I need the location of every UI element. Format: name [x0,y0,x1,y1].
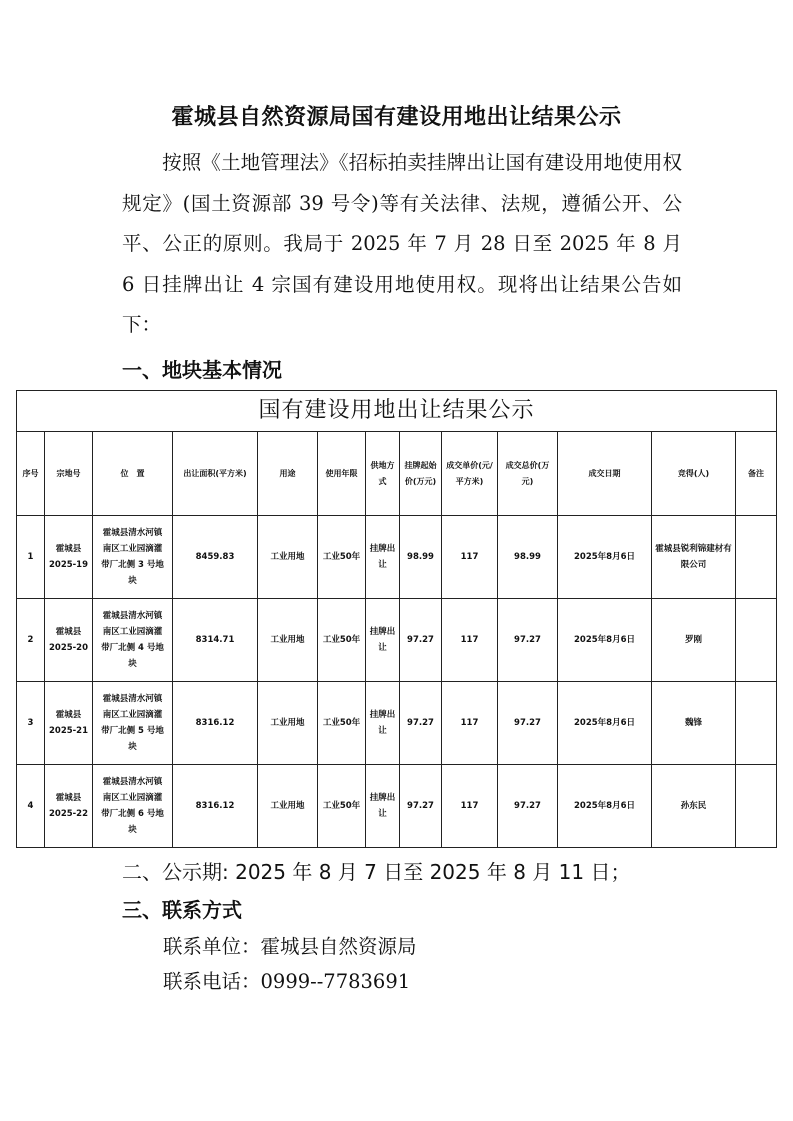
cell-no: 3 [17,682,45,765]
header-start-price: 挂牌起始价(万元) [400,432,442,516]
cell-start-price: 97.27 [400,599,442,682]
table-row [17,599,777,682]
header-date: 成交日期 [558,432,652,516]
cell-no: 4 [17,765,45,848]
cell-unit-price: 117 [442,682,498,765]
cell-unit-price: 117 [442,599,498,682]
cell-parcel: 霍城县2025-21 [45,682,93,765]
cell-term: 工业50年 [318,765,366,848]
table-title: 国有建设用地出让结果公示 [17,391,777,432]
header-location: 位 置 [93,432,173,516]
cell-area: 8314.71 [173,599,258,682]
section-2-publicity-period: 二、公示期: 2025 年 8 月 7 日至 2025 年 8 月 11 日； [122,860,631,884]
cell-method: 挂牌出让 [366,682,400,765]
header-term: 使用年限 [318,432,366,516]
contact-unit: 联系单位：霍城县自然资源局 [163,935,417,958]
cell-remark [736,765,777,848]
cell-use: 工业用地 [258,682,318,765]
cell-use: 工业用地 [258,516,318,599]
header-total-price: 成交总价(万元) [498,432,558,516]
cell-location: 霍城县清水河镇南区工业园滴灌带厂北侧 5 号地块 [93,682,173,765]
table-row [17,516,777,599]
cell-parcel: 霍城县2025-19 [45,516,93,599]
contact-phone: 联系电话：0999--7783691 [163,970,411,993]
cell-winner: 魏锋 [652,682,736,765]
cell-winner: 霍城县锐利锦建材有限公司 [652,516,736,599]
intro-text: 按照《土地管理法》《招标拍卖挂牌出让国有建设用地使用权规定》(国土资源部 39 号令)等有关法律、法规，遵循公开、公平、公正的原则。我局于 2025 年 7 月 28 日至 2025 年 8 月 6 日挂牌出让 4 宗国有建设用地使用权。现将出让结果公告如下： [122,151,682,336]
cell-start-price: 97.27 [400,765,442,848]
cell-term: 工业50年 [318,516,366,599]
results-table [16,390,777,848]
intro-paragraph [122,143,682,346]
cell-total-price: 98.99 [498,516,558,599]
cell-total-price: 97.27 [498,599,558,682]
table-header-row [17,432,777,516]
document-title: 霍城县自然资源局国有建设用地出让结果公示 [171,104,622,130]
section-3-heading: 三、联系方式 [122,898,242,922]
cell-parcel: 霍城县2025-20 [45,599,93,682]
cell-remark [736,599,777,682]
cell-date: 2025年8月6日 [558,599,652,682]
header-unit-price: 成交单价(元/平方米) [442,432,498,516]
cell-no: 1 [17,516,45,599]
header-winner: 竞得(人) [652,432,736,516]
header-use: 用途 [258,432,318,516]
cell-winner: 罗刚 [652,599,736,682]
cell-location: 霍城县清水河镇南区工业园滴灌带厂北侧 4 号地块 [93,599,173,682]
cell-unit-price: 117 [442,765,498,848]
cell-use: 工业用地 [258,765,318,848]
section-1-heading: 一、地块基本情况 [122,358,282,382]
results-table-container [16,390,776,848]
cell-location: 霍城县清水河镇南区工业园滴灌带厂北侧 6 号地块 [93,765,173,848]
cell-parcel: 霍城县2025-22 [45,765,93,848]
cell-start-price: 97.27 [400,682,442,765]
cell-unit-price: 117 [442,516,498,599]
header-no: 序号 [17,432,45,516]
header-area: 出让面积(平方米) [173,432,258,516]
cell-date: 2025年8月6日 [558,765,652,848]
header-remark: 备注 [736,432,777,516]
cell-date: 2025年8月6日 [558,682,652,765]
table-row [17,765,777,848]
cell-area: 8459.83 [173,516,258,599]
cell-location: 霍城县清水河镇南区工业园滴灌带厂北侧 3 号地块 [93,516,173,599]
cell-date: 2025年8月6日 [558,516,652,599]
cell-method: 挂牌出让 [366,516,400,599]
cell-start-price: 98.99 [400,516,442,599]
header-method: 供地方式 [366,432,400,516]
cell-use: 工业用地 [258,599,318,682]
table-row [17,682,777,765]
cell-term: 工业50年 [318,682,366,765]
cell-total-price: 97.27 [498,765,558,848]
cell-method: 挂牌出让 [366,765,400,848]
cell-winner: 孙东民 [652,765,736,848]
cell-area: 8316.12 [173,765,258,848]
cell-remark [736,516,777,599]
cell-total-price: 97.27 [498,682,558,765]
cell-area: 8316.12 [173,682,258,765]
cell-term: 工业50年 [318,599,366,682]
cell-remark [736,682,777,765]
cell-method: 挂牌出让 [366,599,400,682]
header-parcel: 宗地号 [45,432,93,516]
cell-no: 2 [17,599,45,682]
